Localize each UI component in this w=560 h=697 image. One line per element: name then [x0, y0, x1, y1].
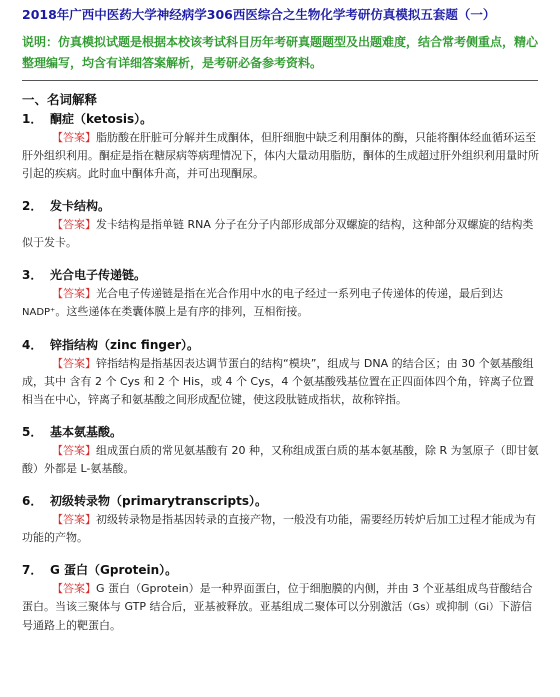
term-title: 基本氨基酸。	[50, 425, 123, 439]
term-title: 酮症（ketosis）。	[50, 112, 153, 126]
answer-text-end: 。这些递体在类囊体膜上是有序的排列，互相衔接。	[55, 305, 309, 318]
answer-text: G 蛋白（Gprotein）是一种界面蛋白，位于细胞膜的内侧，并由 3 个亚基组成鸟苷酸结合蛋白。当该三聚体与 GTP 结合后，亚基被释放。亚基组成二聚体可以分别激活	[22, 582, 533, 613]
answer-tag: 【答案】	[52, 131, 96, 144]
document-title: 2018年广西中医药大学神经病学306西医综合之生物化学考研仿真模拟五套题（一）	[22, 7, 496, 22]
answer-text: 锌指结构是指基因表达调节蛋白的结构“模块”，组成与 DNA 的结合区；由 30 个氨基酸组成，其中 含有 2 个 Cys 和 2 个 His，或 4 个 Cys，4 个氨基酸残基位置在正四面体四个角，锌离子位置相当在中心，锌离子和氨基酸之间形成配位键，使这段肽链成指状，故称锌指。	[22, 357, 534, 406]
term-heading	[22, 110, 540, 128]
term-title: 光合电子传递链。	[50, 268, 147, 282]
answer-tag: 【答案】	[52, 287, 96, 300]
term-heading	[22, 492, 540, 510]
term-answer	[22, 285, 540, 322]
term-heading	[22, 197, 540, 215]
term-heading	[22, 423, 540, 441]
answer-text: 初级转录物是指基因转录的直接产物，一般没有功能，需要经历转炉后加工过程才能成为有功能的产物。	[22, 513, 536, 544]
answer-tag: 【答案】	[52, 582, 96, 595]
term-item	[22, 336, 540, 409]
term-title: 锌指结构（zinc finger）。	[50, 338, 200, 352]
answer-tag: 【答案】	[52, 444, 96, 457]
answer-gi: （Gi）	[468, 602, 499, 613]
term-answer	[22, 355, 540, 409]
answer-text: 发卡结构是指单链 RNA 分子在分子内部形成部分双螺旋的结构，这种部分双螺旋的结构类似于发卡。	[22, 218, 534, 249]
term-item	[22, 423, 540, 478]
answer-text: 组成蛋白质的常见氨基酸有 20 种，又称组成蛋白质的基本氨基酸，除 R 为氢原子（即甘氨酸）外都是 L-氨基酸。	[22, 444, 539, 475]
term-title: 初级转录物（primarytranscripts）。	[50, 494, 268, 508]
answer-text: 脂肪酸在肝脏可分解并生成酮体，但肝细胞中缺乏利用酮体的酶，只能将酮体经血循环运至肝外组织利用。酮症是指在糖尿病等病理情况下，体内大量动用脂肪，酮体的生成超过肝外组织利用量时所引起的疾病。此时血中酮体升高，并可出现酮尿。	[22, 131, 539, 180]
answer-text-end: 下游信号通路上的靶蛋白。	[22, 600, 532, 632]
term-number: 1．	[22, 112, 43, 126]
document-note: 说明：仿真模拟试题是根据本校该考试科目历年考研真题题型及出题难度，结合常考侧重点，精心整理编写，均含有详细答案解析，是考研必备参考资料。	[22, 35, 539, 70]
term-number: 6．	[22, 494, 43, 508]
answer-tag: 【答案】	[52, 218, 96, 231]
term-answer	[22, 129, 540, 183]
term-number: 2．	[22, 199, 43, 213]
term-number: 7．	[22, 563, 43, 577]
answer-formula: NADP⁺	[22, 307, 56, 318]
term-heading	[22, 336, 540, 354]
answer-tag: 【答案】	[52, 513, 96, 526]
term-item	[22, 266, 540, 322]
term-answer	[22, 442, 540, 478]
term-heading	[22, 561, 540, 579]
divider	[22, 80, 538, 81]
answer-text: 光合电子传递链是指在光合作用中水的电子经过一系列电子传递体的传递，最后到达	[96, 287, 503, 300]
term-answer	[22, 511, 540, 547]
term-item	[22, 561, 540, 635]
term-title: 发卡结构。	[50, 199, 111, 213]
term-list	[22, 110, 540, 649]
term-heading	[22, 266, 540, 284]
answer-tag: 【答案】	[52, 357, 96, 370]
term-number: 3．	[22, 268, 43, 282]
term-item	[22, 492, 540, 547]
answer-text-mid: 或抑制	[435, 600, 469, 613]
term-answer	[22, 580, 540, 635]
term-number: 4．	[22, 338, 43, 352]
section-heading: 一、名词解释	[22, 92, 98, 107]
answer-gs: （Gs）	[402, 602, 436, 613]
term-title: G 蛋白（Gprotein）。	[50, 563, 178, 577]
term-item	[22, 110, 540, 183]
term-item	[22, 197, 540, 252]
term-answer	[22, 216, 540, 252]
term-number: 5．	[22, 425, 43, 439]
